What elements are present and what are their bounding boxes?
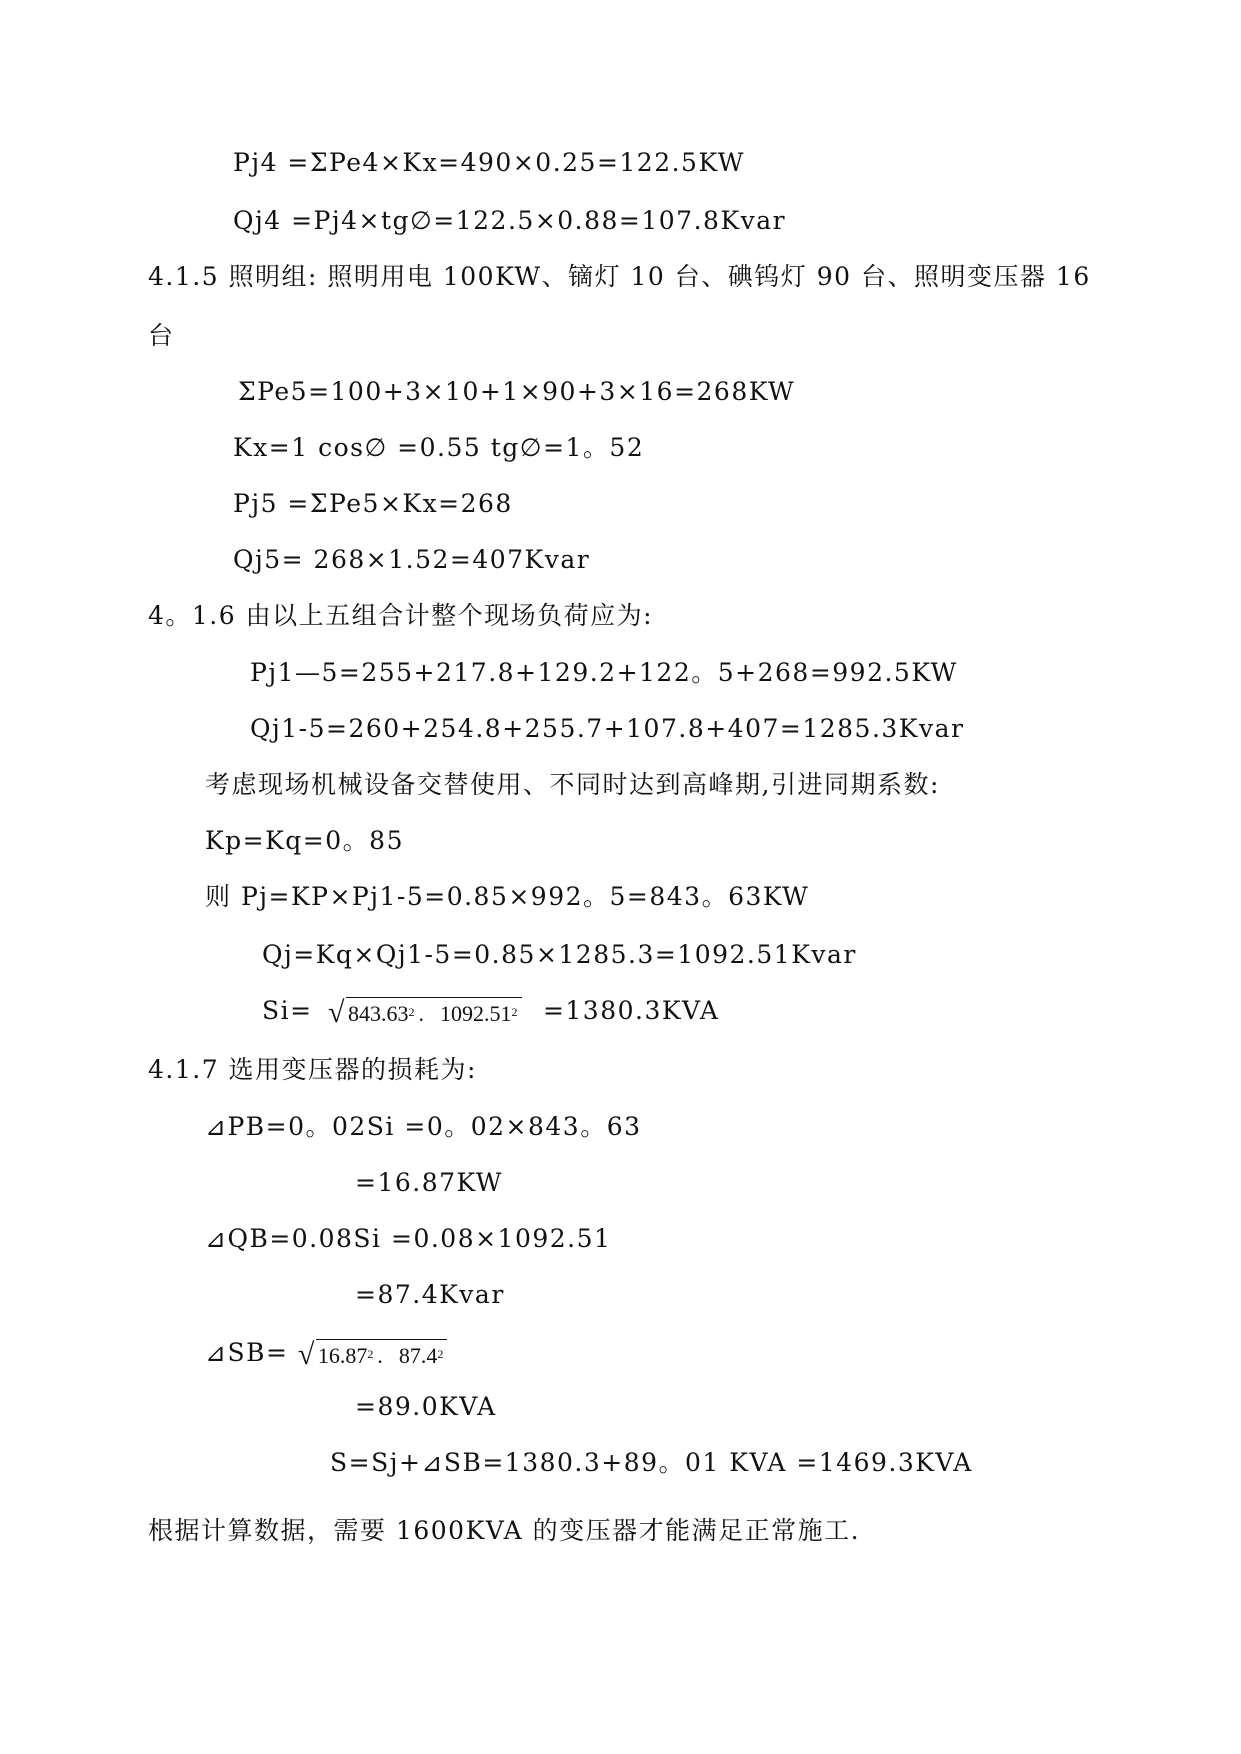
section-heading-lighting: 4.1.5 照明组: 照明用电 100KW、镝灯 10 台、碘钨灯 90 台、照明变压器 16 bbox=[148, 262, 1091, 291]
formula-pj1-5: Pj1—5=255+217.8+129.2+122。5+268=992.5KW bbox=[250, 658, 958, 687]
formula-pj5: Pj5 =ΣPe5×Kx=268 bbox=[233, 489, 513, 518]
radicand: 843.63$^2$ . 1092.51$^2$ bbox=[346, 997, 522, 1028]
formula-delta-pb-result: =16.87KW bbox=[355, 1168, 503, 1197]
formula-total-s: S=Sj+⊿SB=1380.3+89。01 KVA =1469.3KVA bbox=[330, 1448, 973, 1477]
formula-delta-sb-result: =89.0KVA bbox=[355, 1392, 497, 1421]
conclusion-paragraph: 根据计算数据，需要 1600KVA 的变压器才能满足正常施工. bbox=[148, 1516, 861, 1545]
radical-sign: √ bbox=[297, 1337, 316, 1371]
formula-delta-pb: ⊿PB=0。02Si =0。02×843。63 bbox=[205, 1112, 642, 1141]
section-heading-lighting-cont: 台 bbox=[148, 321, 175, 350]
formula-si bbox=[262, 996, 719, 1028]
formula-sum-pe5: ΣPe5=100+3×10+1×90+3×16=268KW bbox=[238, 377, 796, 406]
formula-si-prefix: Si= bbox=[262, 996, 313, 1025]
section-heading-total: 4。1.6 由以上五组合计整个现场负荷应为: bbox=[148, 601, 654, 630]
formula-kp-kq: Kp=Kq=0。85 bbox=[205, 826, 404, 855]
section-heading-transformer-loss: 4.1.7 选用变压器的损耗为: bbox=[148, 1055, 477, 1084]
formula-delta-qb-result: =87.4Kvar bbox=[355, 1280, 505, 1309]
formula-pj4: Pj4 =ΣPe4×Kx=490×0.25=122.5KW bbox=[233, 148, 745, 177]
formula-pj: 则 Pj=KP×Pj1-5=0.85×992。5=843。63KW bbox=[205, 882, 810, 911]
formula-qj4: Qj4 =Pj4×tg∅=122.5×0.88=107.8Kvar bbox=[233, 206, 787, 235]
formula-qj: Qj=Kq×Qj1-5=0.85×1285.3=1092.51Kvar bbox=[262, 940, 857, 969]
formula-delta-qb: ⊿QB=0.08Si =0.08×1092.51 bbox=[205, 1224, 612, 1253]
sqrt-expression bbox=[328, 997, 521, 1029]
formula-delta-sb bbox=[205, 1338, 447, 1370]
formula-kx-cos: Kx=1 cos∅ =0.55 tg∅=1。52 bbox=[233, 433, 645, 462]
paragraph-simultaneity: 考虑现场机械设备交替使用、不同时达到高峰期,引进同期系数: bbox=[205, 770, 940, 799]
formula-si-result: =1380.3KVA bbox=[542, 996, 720, 1025]
sqrt-expression bbox=[298, 1339, 447, 1371]
formula-qj1-5: Qj1-5=260+254.8+255.7+107.8+407=1285.3Kvar bbox=[250, 714, 965, 743]
radicand: 16.87$^2$ . 87.4$^2$ bbox=[316, 1339, 448, 1370]
formula-delta-sb-prefix: ⊿SB= bbox=[205, 1338, 289, 1367]
radical-sign: √ bbox=[328, 995, 346, 1029]
formula-qj5: Qj5= 268×1.52=407Kvar bbox=[233, 545, 591, 574]
